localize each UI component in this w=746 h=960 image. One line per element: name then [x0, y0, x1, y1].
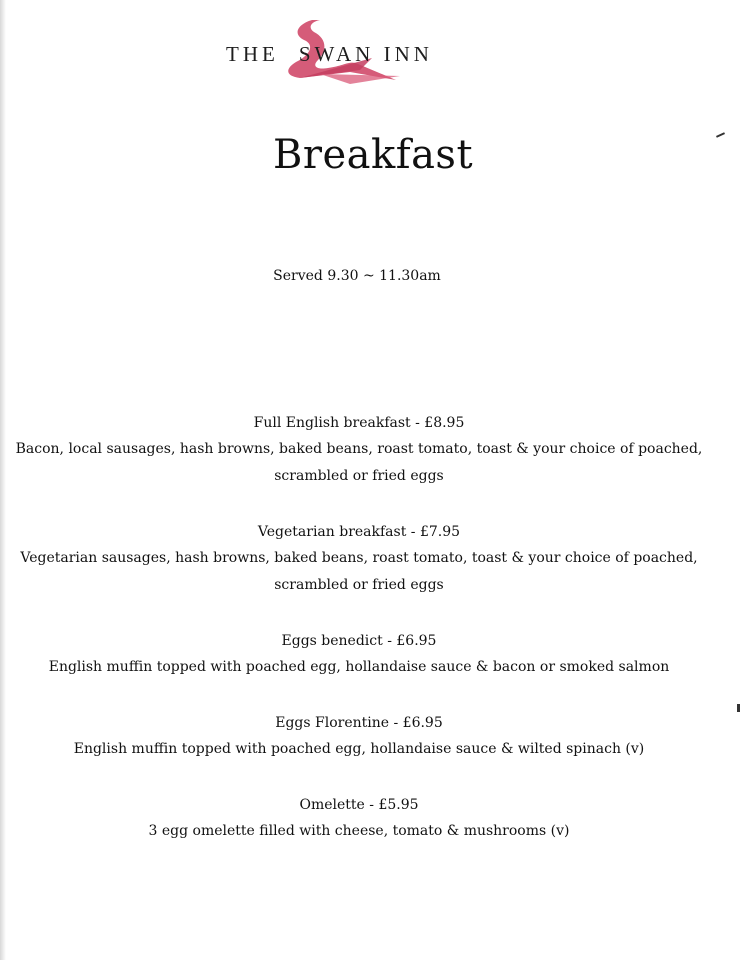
menu-item — [0, 410, 718, 490]
menu-item — [0, 710, 718, 763]
menu-item-description: English muffin topped with poached egg, hollandaise sauce & bacon or smoked salmon — [48, 659, 670, 675]
menu-item-name: Vegetarian breakfast - £7.95 — [257, 524, 461, 540]
menu-item-description: Bacon, local sausages, hash browns, baked beans, roast tomato, toast & your choice of poached, scrambled or fried eggs — [15, 441, 703, 484]
brand-name-the: THE — [226, 42, 279, 66]
menu-item-description: Vegetarian sausages, hash browns, baked beans, roast tomato, toast & your choice of poached, scrambled or fried eggs — [20, 550, 698, 593]
brand-name — [226, 42, 433, 67]
menu-item-description: 3 egg omelette filled with cheese, tomato & mushrooms (v) — [148, 823, 570, 839]
menu-item-name: Eggs Florentine - £6.95 — [275, 715, 443, 731]
menu-item-name: Full English breakfast - £8.95 — [253, 415, 465, 431]
swan-inn-logo — [200, 14, 520, 94]
menu-item — [0, 519, 718, 599]
scan-speck — [737, 704, 740, 712]
menu-item-name: Omelette - £5.95 — [299, 797, 419, 813]
page-title: Breakfast — [272, 132, 474, 178]
menu-item-name: Eggs benedict - £6.95 — [281, 633, 437, 649]
menu-list — [0, 410, 718, 874]
brand-name-swan-inn: SWAN INN — [298, 42, 433, 66]
menu-item — [0, 792, 718, 845]
menu-item — [0, 628, 718, 681]
menu-item-description: English muffin topped with poached egg, hollandaise sauce & wilted spinach (v) — [73, 741, 645, 757]
serving-hours: Served 9.30 ~ 11.30am — [273, 268, 441, 284]
